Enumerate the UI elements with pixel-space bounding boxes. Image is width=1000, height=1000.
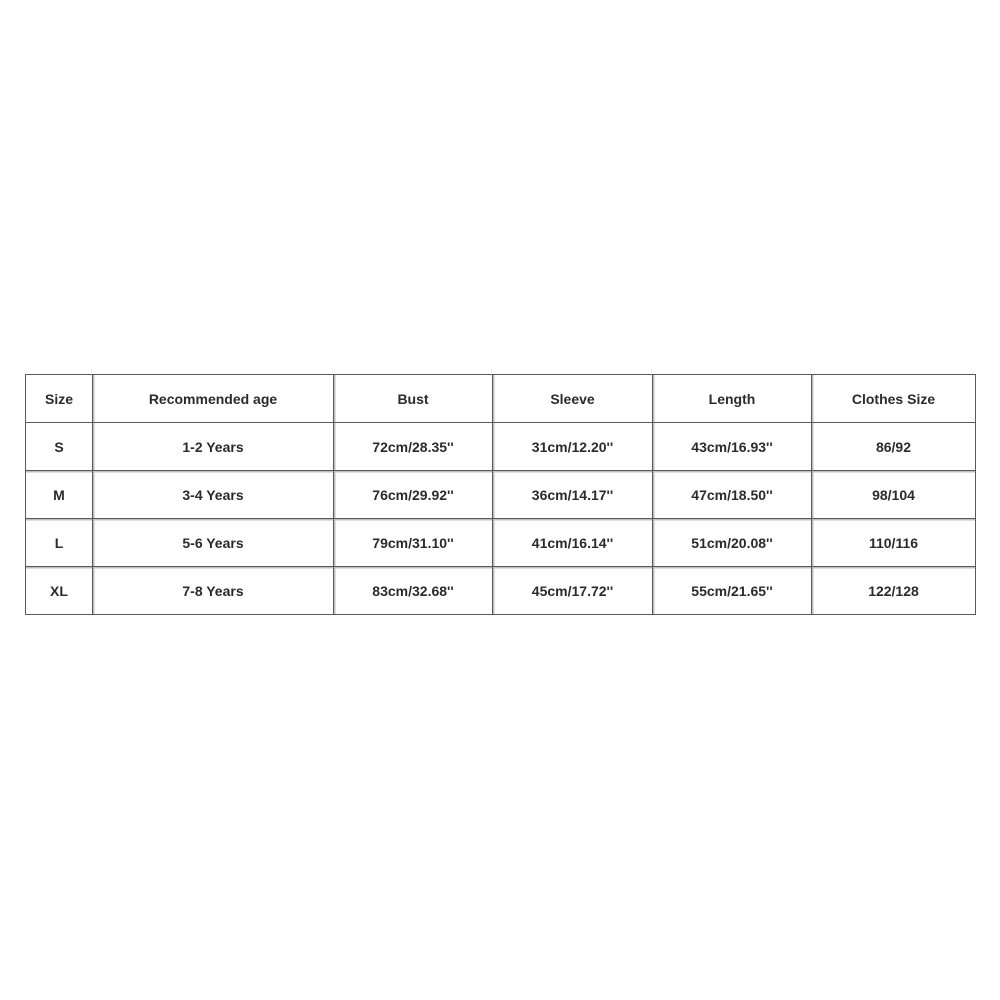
cell-length: 47cm/18.50''	[653, 471, 812, 519]
cell-length: 43cm/16.93''	[653, 423, 812, 471]
size-chart-table	[25, 374, 976, 615]
cell-bust: 79cm/31.10''	[334, 519, 493, 567]
cell-sleeve: 45cm/17.72''	[493, 567, 653, 615]
table-row	[26, 423, 976, 471]
table-row	[26, 519, 976, 567]
header-bust: Bust	[334, 375, 493, 423]
cell-size: M	[26, 471, 93, 519]
cell-size: L	[26, 519, 93, 567]
cell-size: S	[26, 423, 93, 471]
cell-sleeve: 41cm/16.14''	[493, 519, 653, 567]
cell-bust: 83cm/32.68''	[334, 567, 493, 615]
table-header-row	[26, 375, 976, 423]
table-row	[26, 567, 976, 615]
cell-bust: 72cm/28.35''	[334, 423, 493, 471]
header-clothes-size: Clothes Size	[812, 375, 976, 423]
cell-size: XL	[26, 567, 93, 615]
cell-clothes-size: 86/92	[812, 423, 976, 471]
cell-bust: 76cm/29.92''	[334, 471, 493, 519]
header-length: Length	[653, 375, 812, 423]
cell-recommended-age: 5-6 Years	[93, 519, 334, 567]
cell-length: 51cm/20.08''	[653, 519, 812, 567]
cell-sleeve: 31cm/12.20''	[493, 423, 653, 471]
cell-recommended-age: 1-2 Years	[93, 423, 334, 471]
table-row	[26, 471, 976, 519]
cell-sleeve: 36cm/14.17''	[493, 471, 653, 519]
cell-clothes-size: 98/104	[812, 471, 976, 519]
cell-length: 55cm/21.65''	[653, 567, 812, 615]
header-sleeve: Sleeve	[493, 375, 653, 423]
header-recommended-age: Recommended age	[93, 375, 334, 423]
cell-clothes-size: 122/128	[812, 567, 976, 615]
cell-recommended-age: 7-8 Years	[93, 567, 334, 615]
cell-recommended-age: 3-4 Years	[93, 471, 334, 519]
header-size: Size	[26, 375, 93, 423]
cell-clothes-size: 110/116	[812, 519, 976, 567]
